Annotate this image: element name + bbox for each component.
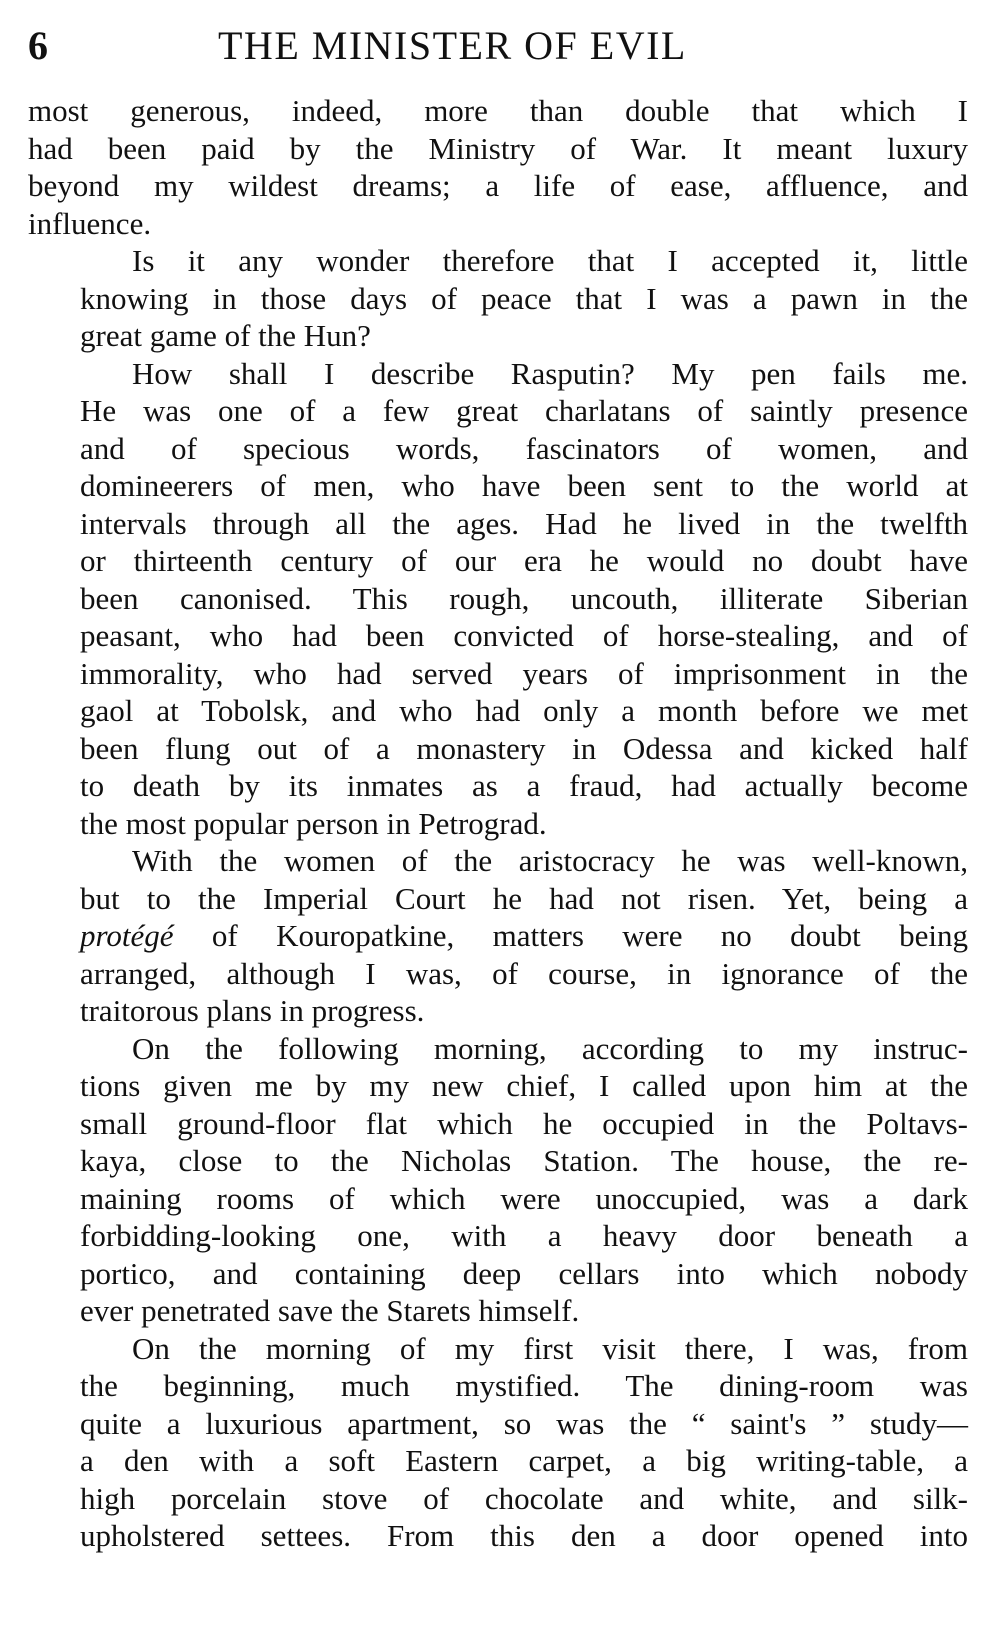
text-line: been canonised. This rough, uncouth, illiterate Siberian: [80, 580, 968, 616]
text-line: maining rooms of which were unoccupied, was a dark: [80, 1180, 968, 1216]
text-line: and of specious words, fascinators of women, and: [80, 430, 968, 466]
text-line: the most popular person in Petrograd.: [80, 805, 547, 841]
paragraph: [28, 1330, 968, 1555]
text-line: gaol at Tobolsk, and who had only a month before we met: [80, 693, 968, 728]
text-line: a den with a soft Eastern carpet, a big writing-table, a: [80, 1443, 968, 1478]
text-line: Is it any wonder therefore that I accepted it, little: [132, 243, 968, 278]
paragraph: [28, 355, 968, 843]
text-line: forbidding-looking one, with a heavy door beneath a: [80, 1218, 968, 1253]
text-line: quite a luxurious apartment, so was the “ saint's ” study—: [80, 1405, 968, 1441]
italic-word: protégé: [80, 918, 174, 953]
text-line: ever penetrated save the Starets himself.: [80, 1293, 580, 1328]
paragraph: [28, 92, 968, 242]
text-line: high porcelain stove of chocolate and white, and silk-: [80, 1480, 968, 1516]
text-line: beyond my wildest dreams; a life of ease, affluence, and: [28, 168, 968, 203]
text-line: domineerers of men, who have been sent to the world at: [80, 468, 968, 503]
text-line: peasant, who had been convicted of horse-stealing, and of: [80, 618, 968, 653]
text-line-rest: of Kouropatkine, matters were no doubt being: [211, 918, 968, 953]
text-line: immorality, who had served years of imprisonment in the: [80, 655, 968, 691]
text-line: upholstered settees. From this den a door opened into: [80, 1518, 968, 1553]
text-line: most generous, indeed, more than double that which I: [28, 93, 968, 128]
text-line: On the following morning, according to my instruc-: [132, 1030, 968, 1066]
text-line: been flung out of a monastery in Odessa and kicked half: [80, 730, 968, 766]
page-number: 6: [28, 23, 48, 68]
text-line: kaya, close to the Nicholas Station. The house, the re-: [80, 1143, 968, 1178]
running-head: [28, 18, 968, 78]
text-line: tions given me by my new chief, I called upon him at the: [80, 1068, 968, 1103]
text-line: On the morning of my first visit there, I was, from: [132, 1330, 968, 1366]
running-title: THE MINISTER OF EVIL: [218, 23, 687, 68]
text-line: He was one of a few great charlatans of saintly presence: [80, 393, 968, 428]
text-line: traitorous plans in progress.: [80, 993, 425, 1028]
text-line: had been paid by the Ministry of War. It meant luxury: [28, 130, 968, 166]
text-line: arranged, although I was, of course, in ignorance of the: [80, 955, 968, 991]
text-line: but to the Imperial Court he had not risen. Yet, being a: [80, 880, 968, 916]
text-line: small ground-floor flat which he occupied in the Poltavs-: [80, 1105, 968, 1141]
text-line: portico, and containing deep cellars into which nobody: [80, 1255, 968, 1291]
text-line: great game of the Hun?: [80, 318, 371, 353]
paragraph: [28, 242, 968, 355]
text-line: the beginning, much mystified. The dining-room was: [80, 1368, 968, 1403]
paragraph: [28, 842, 968, 1030]
text-line: knowing in those days of peace that I was a pawn in the: [80, 280, 968, 316]
text-line: influence.: [28, 205, 152, 241]
paragraph: [28, 1030, 968, 1330]
text-line: [28, 917, 968, 955]
text-line: intervals through all the ages. Had he lived in the twelfth: [80, 505, 968, 541]
text-line: How shall I describe Rasputin? My pen fails me.: [132, 355, 968, 391]
text-line: to death by its inmates as a fraud, had actually become: [80, 768, 968, 803]
body-text: [28, 92, 968, 1555]
text-line: With the women of the aristocracy he was well-known,: [132, 843, 968, 878]
text-line: or thirteenth century of our era he would no doubt have: [80, 543, 968, 578]
